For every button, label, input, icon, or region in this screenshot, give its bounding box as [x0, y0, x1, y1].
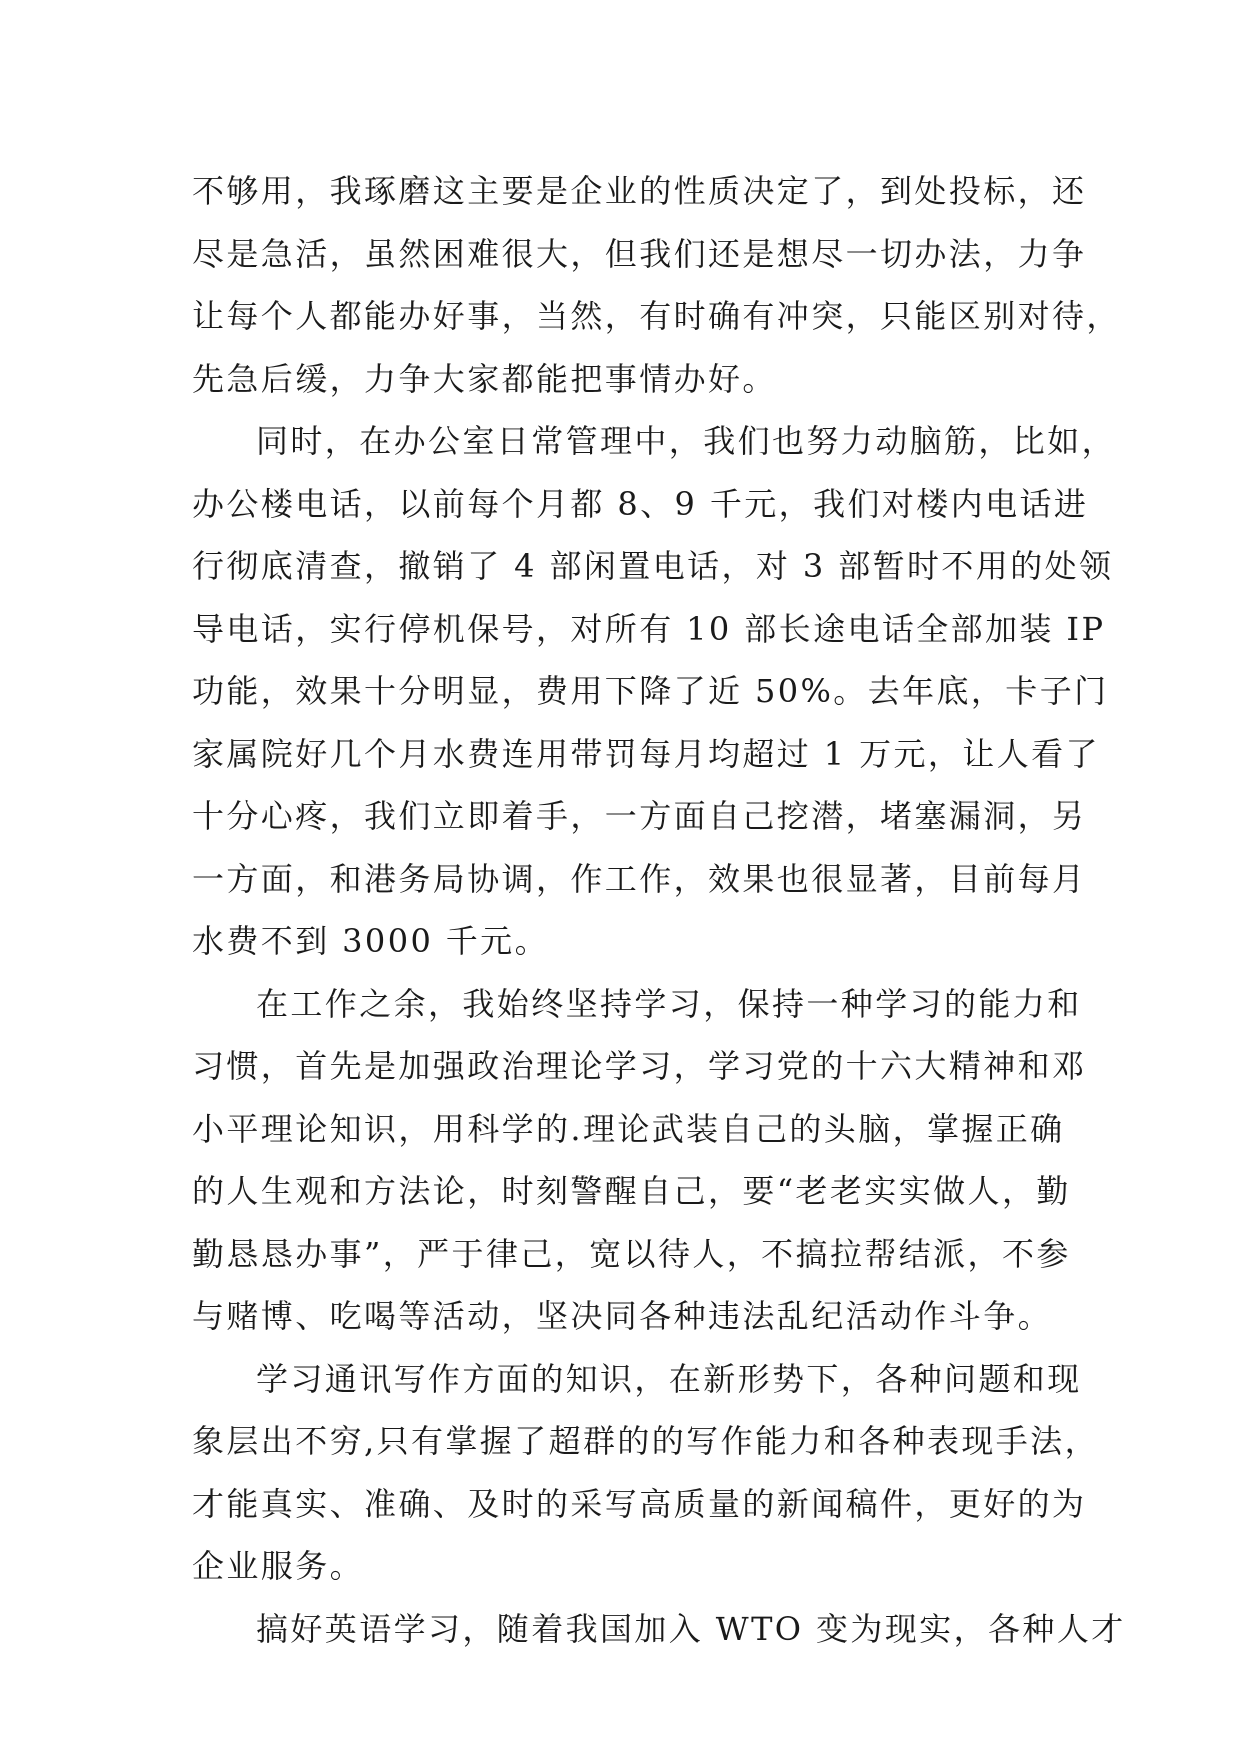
text-line: 办公楼电话，以前每个月都 8、9 千元，我们对楼内电话进	[192, 484, 1089, 523]
body-text	[192, 160, 1126, 1660]
text-line: 不够用，我琢磨这主要是企业的性质决定了，到处投标，还	[192, 172, 1087, 210]
text-line: 企业服务。	[192, 1547, 365, 1585]
text-line: 象层出不穷,只有掌握了超群的的写作能力和各种表现手法，	[192, 1422, 1099, 1460]
text-line: 尽是急活，虽然困难很大，但我们还是想尽一切办法，力争	[192, 234, 1087, 273]
paragraph-first-line: 在工作之余，我始终坚持学习，保持一种学习的能力和	[256, 984, 1082, 1023]
paragraph-first-line: 同时，在办公室日常管理中，我们也努力动脑筋，比如，	[256, 422, 1117, 460]
text-line: 与赌博、吃喝等活动，坚决同各种违法乱纪活动作斗争。	[192, 1297, 1053, 1335]
text-line: 水费不到 3000 千元。	[192, 922, 549, 960]
text-line: 十分心疼，我们立即着手，一方面自己挖潜，堵塞漏洞，另	[192, 797, 1087, 835]
text-line: 先急后缓，力争大家都能把事情办好。	[192, 359, 777, 398]
text-line: 小平理论知识，用科学的.理论武装自己的头脑，掌握正确	[192, 1109, 1065, 1148]
text-line: 勤恳恳办事”，严于律己，宽以待人，不搞拉帮结派，不参	[192, 1234, 1071, 1273]
text-line: 导电话，实行停机保号，对所有 10 部长途电话全部加装 IP	[192, 609, 1106, 648]
text-line: 才能真实、准确、及时的采写高质量的新闻稿件，更好的为	[192, 1484, 1087, 1523]
text-line: 功能，效果十分明显，费用下降了近 50%。去年底，卡子门	[192, 672, 1109, 710]
text-line: 的人生观和方法论，时刻警醒自己，要“老老实实做人，勤	[192, 1172, 1071, 1210]
text-line: 让每个人都能办好事，当然，有时确有冲突，只能区别对待，	[192, 297, 1121, 335]
text-line: 一方面，和港务局协调，作工作，效果也很显著，目前每月	[192, 859, 1087, 898]
paragraph-first-line: 学习通讯写作方面的知识，在新形势下，各种问题和现	[256, 1359, 1082, 1398]
text-line: 行彻底清查，撤销了 4 部闲置电话，对 3 部暂时不用的处领	[192, 547, 1114, 585]
text-line: 习惯，首先是加强政治理论学习，学习党的十六大精神和邓	[192, 1047, 1087, 1085]
paragraph-first-line: 搞好英语学习，随着我国加入 WTO 变为现实，各种人才	[256, 1609, 1126, 1648]
text-line: 家属院好几个月水费连用带罚每月均超过 1 万元，让人看了	[192, 734, 1100, 773]
